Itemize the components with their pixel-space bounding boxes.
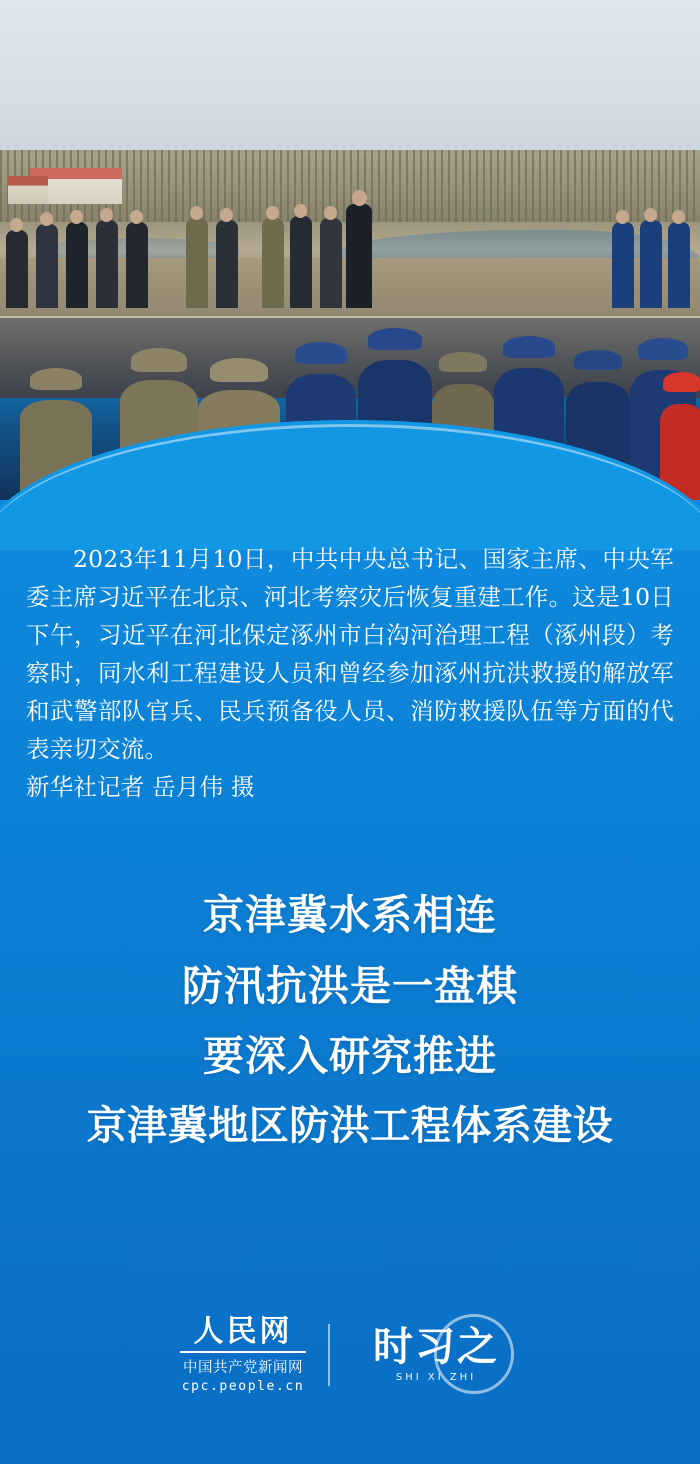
photo-person (66, 222, 88, 308)
logo-divider (180, 1351, 306, 1353)
photo-crowd-helmet (663, 372, 700, 392)
photo-person (36, 224, 58, 308)
photo-person (290, 216, 312, 308)
photo-crowd-cap (295, 342, 347, 364)
photo-person (6, 230, 28, 308)
photo-person-head (10, 218, 23, 232)
photo-caption (26, 540, 674, 806)
caption-text: 2023年11月10日，中共中央总书记、国家主席、中央军委主席习近平在北京、河北考察灾后恢复重建工作。这是10日下午，习近平在河北保定涿州市白沟河治理工程（涿州段）考察时，同水利工程建设人员和曾经参加涿州抗洪救援的解放军和武警部队官兵、民兵预备役人员、消防救援队伍等方面的代表亲切交流。 (26, 545, 674, 764)
people-cn-url[interactable]: cpc.people.cn (181, 1378, 305, 1394)
photo-person-soldier (262, 218, 284, 308)
photo-person-leader (346, 204, 372, 308)
photo-person-head (40, 212, 53, 226)
headline-line-3: 要深入研究推进 (203, 1032, 497, 1081)
photo-crowd-cap (210, 358, 268, 382)
people-cn-name: 人民网 (193, 1314, 293, 1350)
photo-person-head (266, 206, 279, 220)
headline-line-4: 京津冀地区防洪工程体系建设 (86, 1101, 614, 1149)
photo-person-rescuer (640, 220, 662, 308)
headline-line-2: 防汛抗洪是一盘棋 (182, 961, 518, 1010)
photo-crowd-cap (574, 350, 622, 370)
photo-person-head (294, 204, 307, 218)
headline-line-1: 京津冀水系相连 (203, 891, 497, 939)
footer-vertical-divider (328, 1324, 330, 1386)
photo-person-head (130, 210, 143, 224)
caption-credit: 新华社记者 岳月伟 摄 (26, 773, 255, 802)
photo-crowd-cap (638, 338, 688, 360)
photo-person-soldier (186, 218, 208, 308)
headline (0, 880, 700, 1160)
photo-person-head (190, 206, 203, 220)
photo-person (320, 218, 342, 308)
photo-person (126, 222, 148, 308)
photo-person-head (100, 208, 113, 222)
photo-person-rescuer (612, 222, 634, 308)
photo-person-head (352, 190, 367, 206)
people-cn-logo[interactable] (180, 1316, 306, 1394)
photo-crowd-cap (503, 336, 555, 358)
photo-person-head (672, 210, 685, 224)
photo-person-rescuer (668, 222, 690, 308)
photo-person-head (220, 208, 233, 222)
photo-person (216, 220, 238, 308)
people-cn-subtitle: 中国共产党新闻网 (183, 1359, 303, 1376)
photo-crowd-cap (30, 368, 82, 390)
photo-person-head (324, 206, 337, 220)
photo-person (96, 220, 118, 308)
photo-person-head (70, 210, 83, 224)
column-logo-name: 时习之 (373, 1323, 499, 1370)
photo-crowd-cap (439, 352, 487, 372)
column-logo-wrap[interactable] (352, 1312, 520, 1398)
footer-logos (0, 1312, 700, 1398)
photo-crowd-cap (368, 328, 422, 350)
column-logo-pinyin: SHI XI ZHI (395, 1372, 477, 1383)
photo-person-head (644, 208, 657, 222)
photo-person-head (616, 210, 629, 224)
photo-officials-row (0, 198, 700, 308)
photo-crowd-cap (131, 348, 187, 372)
